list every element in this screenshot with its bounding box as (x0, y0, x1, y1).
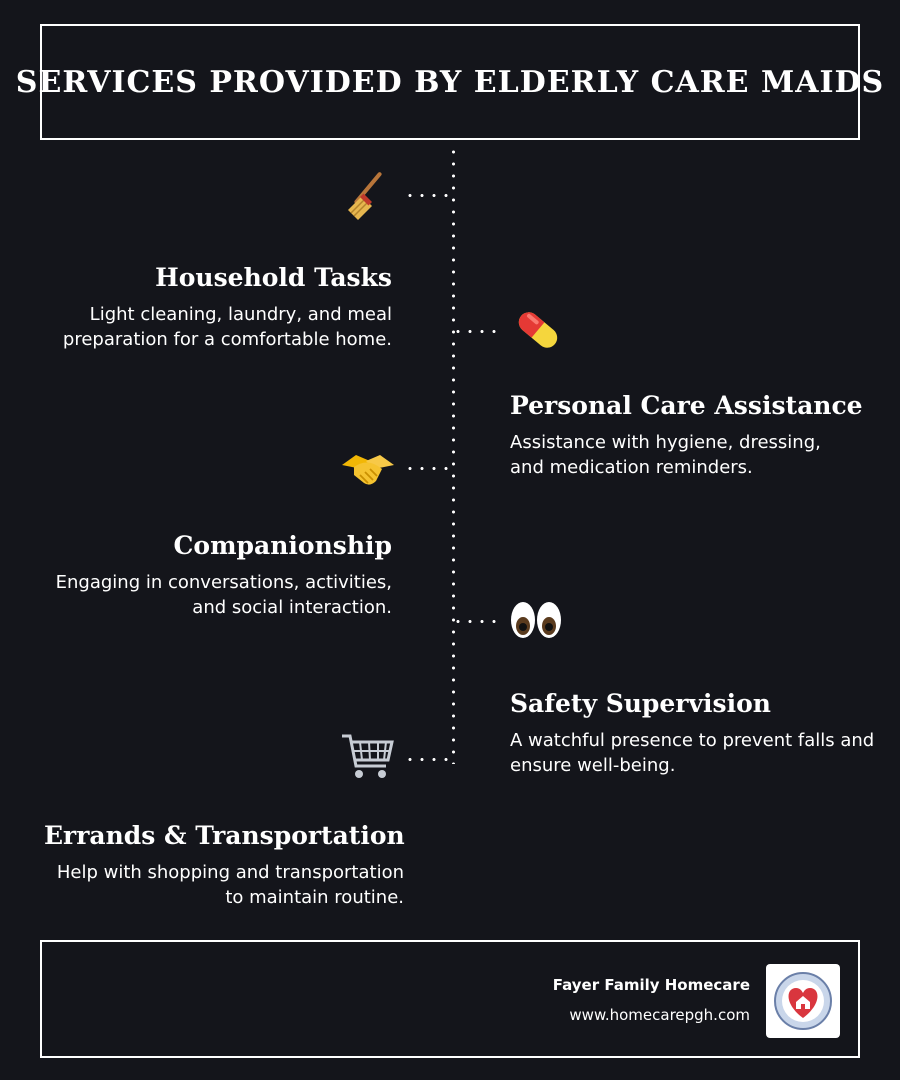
service-errands-transportation (44, 821, 404, 910)
heart-home-logo-icon (766, 964, 840, 1038)
service-description: Help with shopping and transportation to maintain routine. (56, 862, 404, 908)
brand-url[interactable]: www.homecarepgh.com (569, 1006, 750, 1024)
connector-safety (452, 620, 502, 623)
service-description: Engaging in conversations, activities, and social interaction. (55, 572, 392, 618)
title-banner (15, 24, 885, 140)
service-title: Companionship (173, 531, 392, 560)
service-household-tasks (52, 263, 392, 352)
footer-banner (40, 940, 860, 1058)
brand-name: Fayer Family Homecare (552, 976, 750, 994)
shopping-cart-icon (340, 728, 396, 784)
handshake-icon (340, 442, 396, 498)
service-description: Assistance with hygiene, dressing, and medication reminders. (510, 432, 821, 478)
service-description: Light cleaning, laundry, and meal preparation for a comfortable home. (62, 304, 392, 350)
eyes-icon (508, 592, 564, 648)
pill-icon (510, 302, 566, 358)
connector-personal-care (452, 330, 502, 333)
page-title: SERVICES PROVIDED BY ELDERLY CARE MAIDS (15, 64, 885, 100)
service-title: Personal Care Assistance (510, 391, 863, 420)
service-title: Household Tasks (155, 263, 392, 292)
connector-errands (404, 758, 452, 761)
connector-companionship (404, 467, 452, 470)
service-title: Errands & Transportation (44, 821, 405, 850)
service-title: Safety Supervision (510, 689, 771, 718)
service-safety-supervision (510, 689, 880, 778)
timeline-line (452, 146, 455, 764)
broom-icon (340, 168, 396, 224)
service-description: A watchful presence to prevent falls and ensure well-being. (510, 730, 875, 776)
service-personal-care (510, 391, 863, 480)
service-companionship (52, 531, 392, 620)
connector-household (404, 194, 452, 197)
